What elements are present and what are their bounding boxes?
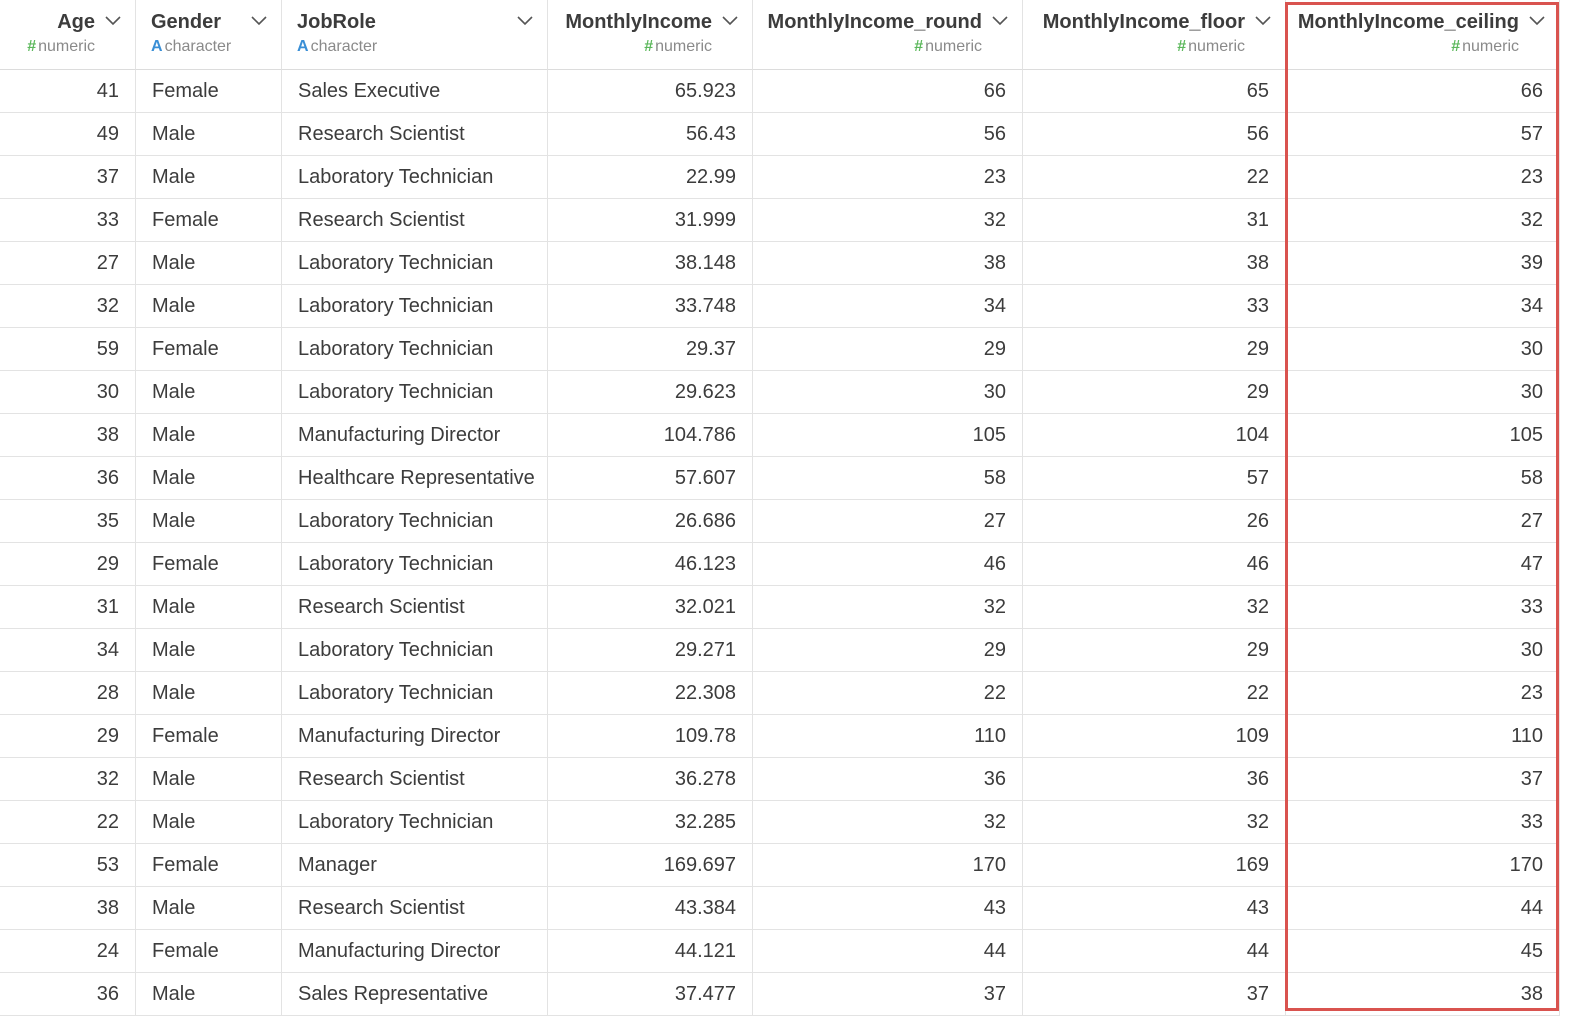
table-row[interactable] <box>0 371 1588 414</box>
column-title: MonthlyIncome_floor <box>1042 11 1245 33</box>
cell-monthlyincome-ceiling[interactable]: 32 <box>1286 199 1560 242</box>
cell-age[interactable]: 59 <box>0 328 136 371</box>
cell-gender[interactable]: Male <box>136 500 282 543</box>
table-row[interactable] <box>0 199 1588 242</box>
column-title: Age <box>57 11 95 33</box>
cell-monthlyincome-ceiling[interactable]: 39 <box>1286 242 1560 285</box>
cell-monthlyincome-round[interactable]: 105 <box>753 414 1023 457</box>
cell-gender[interactable]: Female <box>136 715 282 758</box>
cell-monthlyincome-ceiling[interactable]: 44 <box>1286 887 1560 930</box>
numeric-type-icon: # <box>914 38 924 55</box>
cell-jobrole[interactable]: Laboratory Technician <box>282 328 548 371</box>
cell-monthlyincome-round[interactable]: 170 <box>753 844 1023 887</box>
table-row[interactable] <box>0 887 1588 930</box>
cell-monthlyincome-floor[interactable]: 29 <box>1023 328 1286 371</box>
table-row[interactable] <box>0 414 1588 457</box>
cell-monthlyincome[interactable]: 26.686 <box>548 500 753 543</box>
cell-monthlyincome-round[interactable]: 27 <box>753 500 1023 543</box>
numeric-type-icon: # <box>1177 38 1187 55</box>
cell-age[interactable]: 24 <box>0 930 136 973</box>
cell-monthlyincome-round[interactable]: 44 <box>753 930 1023 973</box>
cell-monthlyincome[interactable]: 32.285 <box>548 801 753 844</box>
cell-monthlyincome-floor[interactable]: 56 <box>1023 113 1286 156</box>
cell-jobrole[interactable]: Laboratory Technician <box>282 672 548 715</box>
cell-monthlyincome-floor[interactable]: 26 <box>1023 500 1286 543</box>
cell-jobrole[interactable]: Manufacturing Director <box>282 414 548 457</box>
column-header-monthlyincome-ceiling[interactable] <box>1286 0 1560 70</box>
cell-jobrole[interactable]: Laboratory Technician <box>282 285 548 328</box>
cell-age[interactable]: 53 <box>0 844 136 887</box>
cell-monthlyincome-ceiling[interactable]: 57 <box>1286 113 1560 156</box>
cell-monthlyincome-ceiling[interactable]: 38 <box>1286 973 1560 1016</box>
cell-monthlyincome[interactable]: 22.99 <box>548 156 753 199</box>
cell-monthlyincome-ceiling[interactable]: 170 <box>1286 844 1560 887</box>
cell-monthlyincome-floor[interactable]: 57 <box>1023 457 1286 500</box>
cell-monthlyincome[interactable]: 31.999 <box>548 199 753 242</box>
column-header-jobrole[interactable] <box>282 0 548 70</box>
column-type-label: character <box>164 38 232 55</box>
cell-gender[interactable]: Male <box>136 758 282 801</box>
cell-jobrole[interactable]: Laboratory Technician <box>282 801 548 844</box>
cell-monthlyincome-floor[interactable]: 43 <box>1023 887 1286 930</box>
cell-monthlyincome[interactable]: 29.37 <box>548 328 753 371</box>
cell-jobrole[interactable]: Laboratory Technician <box>282 371 548 414</box>
character-type-icon: A <box>151 38 163 55</box>
cell-monthlyincome-floor[interactable]: 36 <box>1023 758 1286 801</box>
cell-monthlyincome-ceiling[interactable]: 34 <box>1286 285 1560 328</box>
cell-gender[interactable]: Female <box>136 199 282 242</box>
cell-gender[interactable]: Male <box>136 285 282 328</box>
column-type <box>27 38 95 56</box>
cell-monthlyincome-floor[interactable]: 46 <box>1023 543 1286 586</box>
column-title: MonthlyIncome <box>565 11 712 33</box>
cell-age[interactable]: 28 <box>0 672 136 715</box>
cell-monthlyincome-round[interactable]: 58 <box>753 457 1023 500</box>
cell-monthlyincome-round[interactable]: 32 <box>753 199 1023 242</box>
table-row[interactable] <box>0 844 1588 887</box>
table-row[interactable] <box>0 156 1588 199</box>
cell-gender[interactable]: Male <box>136 887 282 930</box>
cell-age[interactable]: 30 <box>0 371 136 414</box>
cell-jobrole[interactable]: Laboratory Technician <box>282 156 548 199</box>
cell-age[interactable]: 36 <box>0 973 136 1016</box>
cell-gender[interactable]: Male <box>136 801 282 844</box>
cell-monthlyincome[interactable]: 37.477 <box>548 973 753 1016</box>
cell-monthlyincome-floor[interactable]: 65 <box>1023 70 1286 113</box>
table-row[interactable] <box>0 543 1588 586</box>
column-type-label: character <box>310 38 378 55</box>
column-type-label: numeric <box>1188 38 1245 55</box>
cell-monthlyincome-floor[interactable]: 38 <box>1023 242 1286 285</box>
cell-jobrole[interactable]: Laboratory Technician <box>282 242 548 285</box>
table-row[interactable] <box>0 801 1588 844</box>
cell-monthlyincome-ceiling[interactable]: 110 <box>1286 715 1560 758</box>
cell-age[interactable]: 32 <box>0 758 136 801</box>
cell-jobrole[interactable]: Manufacturing Director <box>282 930 548 973</box>
cell-monthlyincome-floor[interactable]: 31 <box>1023 199 1286 242</box>
column-type-label: numeric <box>38 38 95 55</box>
table-row[interactable] <box>0 285 1588 328</box>
column-title: MonthlyIncome_round <box>767 11 982 33</box>
cell-monthlyincome-floor[interactable]: 32 <box>1023 586 1286 629</box>
cell-jobrole[interactable]: Manager <box>282 844 548 887</box>
table-row[interactable] <box>0 328 1588 371</box>
cell-jobrole[interactable]: Laboratory Technician <box>282 629 548 672</box>
cell-jobrole[interactable]: Healthcare Representative <box>282 457 548 500</box>
cell-jobrole[interactable]: Research Scientist <box>282 758 548 801</box>
cell-age[interactable]: 27 <box>0 242 136 285</box>
cell-gender[interactable]: Female <box>136 930 282 973</box>
cell-monthlyincome-round[interactable]: 29 <box>753 629 1023 672</box>
column-header-gender[interactable] <box>136 0 282 70</box>
table-row[interactable] <box>0 672 1588 715</box>
cell-monthlyincome-ceiling[interactable]: 23 <box>1286 672 1560 715</box>
cell-gender[interactable]: Female <box>136 844 282 887</box>
cell-monthlyincome-floor[interactable]: 104 <box>1023 414 1286 457</box>
cell-age[interactable]: 37 <box>0 156 136 199</box>
table-row[interactable] <box>0 500 1588 543</box>
column-type <box>914 38 982 56</box>
cell-monthlyincome-ceiling[interactable]: 66 <box>1286 70 1560 113</box>
cell-monthlyincome-floor[interactable]: 22 <box>1023 672 1286 715</box>
table-row[interactable] <box>0 70 1588 113</box>
column-title: MonthlyIncome_ceiling <box>1297 11 1519 33</box>
cell-monthlyincome-ceiling[interactable]: 30 <box>1286 328 1560 371</box>
cell-age[interactable]: 36 <box>0 457 136 500</box>
cell-monthlyincome-round[interactable]: 32 <box>753 801 1023 844</box>
cell-monthlyincome[interactable]: 56.43 <box>548 113 753 156</box>
cell-monthlyincome[interactable]: 43.384 <box>548 887 753 930</box>
cell-monthlyincome-floor[interactable]: 29 <box>1023 629 1286 672</box>
column-header-age[interactable] <box>0 0 136 70</box>
cell-monthlyincome-floor[interactable]: 169 <box>1023 844 1286 887</box>
cell-jobrole[interactable]: Research Scientist <box>282 586 548 629</box>
cell-monthlyincome-floor[interactable]: 37 <box>1023 973 1286 1016</box>
cell-gender[interactable]: Female <box>136 328 282 371</box>
cell-monthlyincome-round[interactable]: 38 <box>753 242 1023 285</box>
cell-monthlyincome[interactable]: 104.786 <box>548 414 753 457</box>
cell-monthlyincome-round[interactable]: 30 <box>753 371 1023 414</box>
table-row[interactable] <box>0 113 1588 156</box>
cell-monthlyincome-ceiling[interactable]: 37 <box>1286 758 1560 801</box>
cell-monthlyincome-ceiling[interactable]: 33 <box>1286 801 1560 844</box>
cell-monthlyincome-floor[interactable]: 109 <box>1023 715 1286 758</box>
cell-jobrole[interactable]: Manufacturing Director <box>282 715 548 758</box>
cell-age[interactable]: 31 <box>0 586 136 629</box>
table-row[interactable] <box>0 457 1588 500</box>
column-type-label: numeric <box>655 38 712 55</box>
table-row[interactable] <box>0 973 1588 1016</box>
cell-gender[interactable]: Male <box>136 156 282 199</box>
numeric-type-icon: # <box>644 38 654 55</box>
table-row[interactable] <box>0 715 1588 758</box>
column-title: Gender <box>151 11 222 33</box>
cell-monthlyincome[interactable]: 29.271 <box>548 629 753 672</box>
cell-monthlyincome[interactable]: 32.021 <box>548 586 753 629</box>
cell-monthlyincome[interactable]: 169.697 <box>548 844 753 887</box>
cell-age[interactable]: 29 <box>0 715 136 758</box>
cell-monthlyincome-round[interactable]: 37 <box>753 973 1023 1016</box>
cell-monthlyincome-ceiling[interactable]: 58 <box>1286 457 1560 500</box>
cell-monthlyincome[interactable]: 22.308 <box>548 672 753 715</box>
cell-monthlyincome-floor[interactable]: 29 <box>1023 371 1286 414</box>
cell-monthlyincome-floor[interactable]: 33 <box>1023 285 1286 328</box>
table-row[interactable] <box>0 758 1588 801</box>
cell-monthlyincome-floor[interactable]: 32 <box>1023 801 1286 844</box>
cell-age[interactable]: 33 <box>0 199 136 242</box>
table-row[interactable] <box>0 930 1588 973</box>
cell-monthlyincome-ceiling[interactable]: 30 <box>1286 629 1560 672</box>
cell-jobrole[interactable]: Laboratory Technician <box>282 500 548 543</box>
cell-gender[interactable]: Male <box>136 113 282 156</box>
cell-monthlyincome-round[interactable]: 34 <box>753 285 1023 328</box>
cell-gender[interactable]: Female <box>136 543 282 586</box>
cell-jobrole[interactable]: Laboratory Technician <box>282 543 548 586</box>
column-type <box>151 38 231 56</box>
cell-gender[interactable]: Male <box>136 629 282 672</box>
character-type-icon: A <box>297 38 309 55</box>
cell-gender[interactable]: Female <box>136 70 282 113</box>
cell-monthlyincome-round[interactable]: 23 <box>753 156 1023 199</box>
cell-monthlyincome[interactable]: 44.121 <box>548 930 753 973</box>
cell-monthlyincome[interactable]: 36.278 <box>548 758 753 801</box>
cell-monthlyincome-round[interactable]: 110 <box>753 715 1023 758</box>
cell-monthlyincome-ceiling[interactable]: 105 <box>1286 414 1560 457</box>
column-header-monthlyincome[interactable] <box>548 0 753 70</box>
cell-age[interactable]: 29 <box>0 543 136 586</box>
cell-gender[interactable]: Male <box>136 672 282 715</box>
cell-monthlyincome[interactable]: 38.148 <box>548 242 753 285</box>
table-row[interactable] <box>0 242 1588 285</box>
cell-monthlyincome-round[interactable]: 32 <box>753 586 1023 629</box>
cell-monthlyincome-round[interactable]: 56 <box>753 113 1023 156</box>
cell-gender[interactable]: Male <box>136 586 282 629</box>
cell-gender[interactable]: Male <box>136 457 282 500</box>
cell-gender[interactable]: Male <box>136 371 282 414</box>
cell-monthlyincome[interactable]: 57.607 <box>548 457 753 500</box>
cell-monthlyincome[interactable]: 109.78 <box>548 715 753 758</box>
numeric-type-icon: # <box>27 38 37 55</box>
cell-monthlyincome[interactable]: 65.923 <box>548 70 753 113</box>
column-type <box>644 38 712 56</box>
cell-monthlyincome-round[interactable]: 43 <box>753 887 1023 930</box>
cell-monthlyincome-ceiling[interactable]: 47 <box>1286 543 1560 586</box>
cell-monthlyincome-ceiling[interactable]: 33 <box>1286 586 1560 629</box>
cell-jobrole[interactable]: Sales Representative <box>282 973 548 1016</box>
cell-gender[interactable]: Male <box>136 414 282 457</box>
cell-monthlyincome-floor[interactable]: 44 <box>1023 930 1286 973</box>
cell-jobrole[interactable]: Research Scientist <box>282 199 548 242</box>
numeric-type-icon: # <box>1451 38 1461 55</box>
cell-monthlyincome-round[interactable]: 46 <box>753 543 1023 586</box>
column-header-monthlyincome-floor[interactable] <box>1023 0 1286 70</box>
cell-age[interactable]: 32 <box>0 285 136 328</box>
cell-age[interactable]: 41 <box>0 70 136 113</box>
column-type <box>1451 38 1519 56</box>
cell-jobrole[interactable]: Sales Executive <box>282 70 548 113</box>
cell-monthlyincome-ceiling[interactable]: 45 <box>1286 930 1560 973</box>
column-header-monthlyincome-round[interactable] <box>753 0 1023 70</box>
table-row[interactable] <box>0 629 1588 672</box>
cell-jobrole[interactable]: Research Scientist <box>282 887 548 930</box>
cell-age[interactable]: 35 <box>0 500 136 543</box>
cell-monthlyincome[interactable]: 29.623 <box>548 371 753 414</box>
cell-age[interactable]: 34 <box>0 629 136 672</box>
cell-age[interactable]: 22 <box>0 801 136 844</box>
cell-age[interactable]: 38 <box>0 887 136 930</box>
cell-monthlyincome-ceiling[interactable]: 27 <box>1286 500 1560 543</box>
cell-age[interactable]: 38 <box>0 414 136 457</box>
table-row[interactable] <box>0 586 1588 629</box>
column-type <box>297 38 377 56</box>
column-title: JobRole <box>297 11 376 33</box>
cell-monthlyincome[interactable]: 33.748 <box>548 285 753 328</box>
cell-jobrole[interactable]: Research Scientist <box>282 113 548 156</box>
column-type-label: numeric <box>1462 38 1519 55</box>
cell-monthlyincome-round[interactable]: 66 <box>753 70 1023 113</box>
cell-monthlyincome[interactable]: 46.123 <box>548 543 753 586</box>
cell-monthlyincome-round[interactable]: 29 <box>753 328 1023 371</box>
column-type <box>1177 38 1245 56</box>
cell-monthlyincome-ceiling[interactable]: 23 <box>1286 156 1560 199</box>
cell-monthlyincome-ceiling[interactable]: 30 <box>1286 371 1560 414</box>
cell-gender[interactable]: Male <box>136 973 282 1016</box>
column-type-label: numeric <box>925 38 982 55</box>
cell-monthlyincome-round[interactable]: 22 <box>753 672 1023 715</box>
cell-monthlyincome-floor[interactable]: 22 <box>1023 156 1286 199</box>
cell-gender[interactable]: Male <box>136 242 282 285</box>
cell-age[interactable]: 49 <box>0 113 136 156</box>
cell-monthlyincome-round[interactable]: 36 <box>753 758 1023 801</box>
